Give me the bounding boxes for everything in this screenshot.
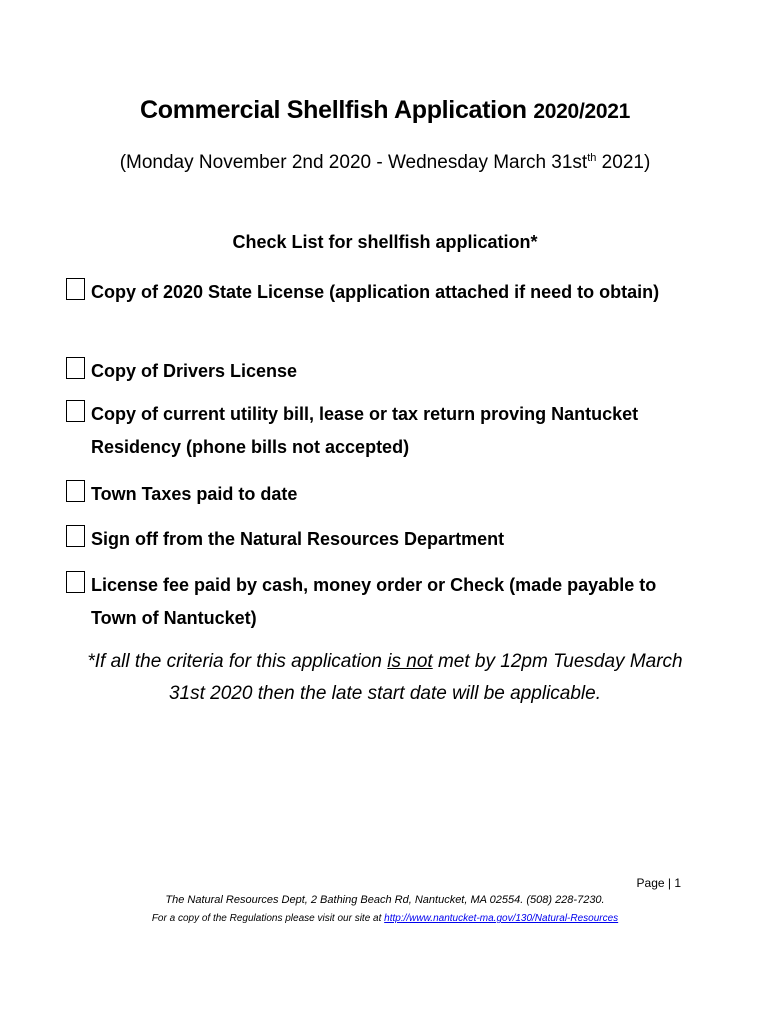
checklist-item-label: Town Taxes paid to date [91,484,298,504]
checkbox[interactable] [66,525,85,547]
title-year: 2020/2021 [533,100,630,123]
footer-regulations-line [0,913,770,924]
checklist-item-label: Sign off from the Natural Resources Department [91,529,505,549]
criteria-note [85,646,685,710]
checkbox[interactable] [66,357,85,379]
date-range-superscript: th [587,152,597,164]
checklist-heading: Check List for shellfish application* [232,232,538,252]
checkbox[interactable] [66,480,85,502]
page-title [0,96,770,125]
title-main: Commercial Shellfish Application [140,96,534,124]
checkbox[interactable] [66,571,85,593]
note-text-start: *If all the criteria for this application [87,651,388,672]
footer-link-prefix: For a copy of the Regulations please visit our site at [151,913,385,924]
regulations-link[interactable]: http://www.nantucket-ma.gov/130/Natural-Resources [384,913,619,924]
note-underlined-text: is not [387,651,433,672]
checklist-item-label: Copy of 2020 State License (application attached if need to obtain) [91,282,660,302]
note-text-end: met by 12pm Tuesday March 31st 2020 then the late start date will be applicable. [168,651,683,704]
date-range-end: 2021) [596,152,651,173]
date-range-start: (Monday November 2nd 2020 - Wednesday March 31st [119,152,588,173]
page-number: Page | 1 [636,876,681,890]
footer-address: The Natural Resources Dept, 2 Bathing Beach Rd, Nantucket, MA 02554. (508) 228-7230. [165,894,605,906]
date-range [0,152,770,174]
checkbox[interactable] [66,400,85,422]
checklist-item-label: Copy of current utility bill, lease or tax return proving Nantucket Residency (phone bills not accepted) [91,404,639,457]
checklist-item-label: Copy of Drivers License [91,361,298,381]
checklist-item-label: License fee paid by cash, money order or Check (made payable to Town of Nantucket) [91,575,657,628]
checkbox[interactable] [66,278,85,300]
